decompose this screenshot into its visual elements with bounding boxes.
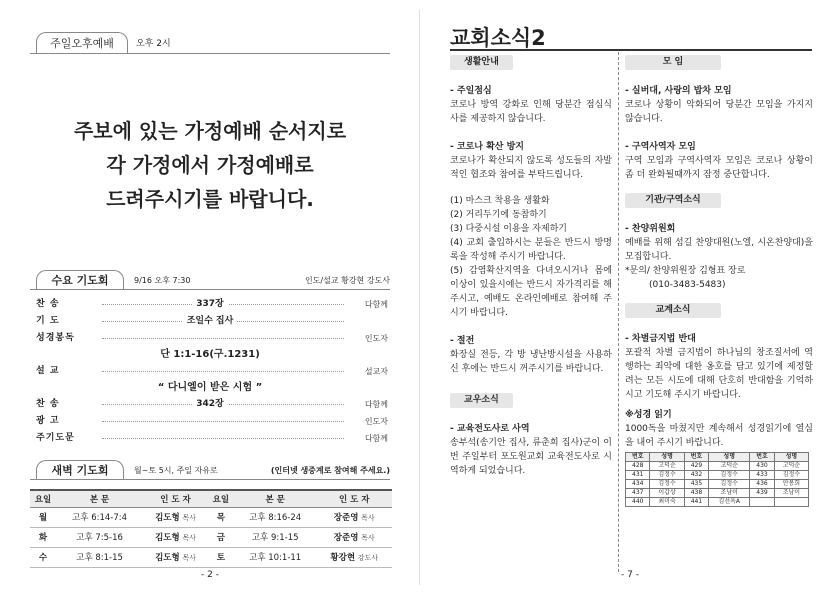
table-row (626, 471, 809, 480)
table-cell: 441 (684, 498, 708, 507)
item-body: 화장실 전등, 각 방 냉난방시설을 사용하신 후에는 반드시 꺼주시기를 바랍니다. (450, 350, 612, 374)
item-body: 코로나가 확산되지 않도록 성도들의 자발적인 협조와 참여를 부탁드립니다. (450, 156, 612, 180)
message-line: 각 가정에서 가정예배로 (106, 153, 314, 177)
table-cell: 438 (684, 489, 708, 498)
family-worship-message (30, 114, 390, 216)
order-row (32, 413, 388, 430)
table-row (626, 480, 809, 489)
item-title: - 코로나 확산 방지 (450, 142, 524, 152)
dawn-note: (인터넷 생중계로 참여해 주세요.) (270, 466, 390, 475)
day-cell: 목 (208, 507, 234, 527)
item-body: 1000독을 마쳤지만 계속해서 성경읽기에 열심을 내어 주시기 바랍니다. (625, 424, 813, 448)
table-cell: 김선옥A (709, 498, 750, 507)
column-header: 요일 (208, 490, 234, 507)
passage-cell: 고후 9:1-15 (234, 527, 317, 547)
table-cell: 428 (626, 462, 650, 471)
item-title: - 실버대, 사랑의 밥차 모임 (625, 86, 732, 96)
item-title: ※성경 읽기 (625, 410, 672, 420)
column-header: 요일 (30, 490, 56, 507)
dotted-leader (102, 438, 344, 439)
order-right: 설교자 (364, 367, 388, 376)
column-header: 성명 (774, 453, 808, 462)
table-cell: 433 (750, 471, 774, 480)
news-column-right (625, 52, 813, 507)
table-cell: 437 (626, 489, 650, 498)
table-cell: 고덕순 (650, 462, 684, 471)
passage-cell: 고후 10:1-11 (234, 547, 317, 567)
table-row (626, 489, 809, 498)
item-body: 구역 모임과 구역사역자 모임은 코로나 상황이 좀 더 완화될때까지 잠정 중단합니다. (625, 156, 813, 180)
order-label: 주기도문 (36, 433, 75, 443)
section-label-life: 생활안내 (450, 55, 513, 70)
table-row (30, 547, 392, 567)
table-cell: 435 (684, 480, 708, 489)
right-page (420, 0, 840, 594)
item-body: 송부석(송기안 집사, 류춘희 집사)군이 이번 주일부터 포도원교회 교육전도사로 시역하게 되었습니다. (450, 438, 612, 476)
order-value: 337장 (32, 296, 388, 313)
order-right: 다함께 (364, 300, 388, 309)
item-body: 코로나 방역 강화로 인해 당분간 점심식사를 제공하지 않습니다. (450, 100, 612, 124)
item-title: - 차별금지법 반대 (625, 334, 696, 344)
header-time: 오후 2시 (136, 39, 171, 49)
item-contact: *문의/ 찬양위원장 김형표 장로 (625, 266, 746, 276)
table-cell: 김정수 (774, 471, 808, 480)
table-cell: 430 (750, 462, 774, 471)
news-column-left (450, 52, 612, 478)
list-item: (5) 감염확산지역을 다녀오시거나 몸에 이상이 있을시에는 반드시 자가격리를 해주시고, 예배도 온라인예배로 참여해 주시기 바랍니다. (450, 266, 612, 318)
header-title: 주일오후예배 (36, 32, 128, 54)
wednesday-time: 9/16 오후 7:30 (134, 276, 191, 285)
item-title: - 교육전도사로 사역 (450, 424, 530, 434)
order-row (32, 330, 388, 347)
table-cell: 고덕순 (709, 462, 750, 471)
page-number: - 7 - (621, 570, 639, 580)
table-cell (750, 498, 774, 507)
news-title: 교회소식2 (450, 26, 546, 50)
table-cell: 431 (626, 471, 650, 480)
table-cell: 고덕순 (774, 462, 808, 471)
table-cell: 김정수 (709, 480, 750, 489)
passage-cell: 고후 8:1-15 (56, 547, 143, 567)
item-title: - 찬양위원회 (625, 224, 676, 234)
column-header: 성명 (650, 453, 684, 462)
message-line: 드려주시기를 바랍니다. (106, 187, 314, 211)
leader-cell: 김도형 목사 (143, 507, 208, 527)
column-header: 성명 (709, 453, 750, 462)
wednesday-order (32, 296, 388, 447)
afternoon-service-header (30, 32, 390, 54)
column-divider (618, 52, 619, 572)
wednesday-header (30, 270, 390, 290)
passage-cell: 고후 7:5-16 (56, 527, 143, 547)
column-header: 번호 (750, 453, 774, 462)
order-right: 인도자 (364, 417, 388, 426)
section-label-church-news: 교계소식 (625, 303, 721, 318)
dawn-time: 월~토 5시, 주일 자유로 (134, 466, 218, 475)
table-cell: 김정수 (650, 480, 684, 489)
page-number: - 2 - (201, 570, 219, 580)
table-cell (774, 498, 808, 507)
table-cell: 432 (684, 471, 708, 480)
order-value: 342장 (32, 396, 388, 413)
order-label: 찬 송 (36, 399, 60, 409)
dotted-leader (102, 371, 344, 372)
column-header: 본 문 (56, 490, 143, 507)
table-cell: 이갑상 (650, 489, 684, 498)
leader-cell: 장준영 목사 (316, 507, 392, 527)
item-body: 예배를 위해 섬길 찬양대원(노엘, 시온찬양대)을 모집합니다. (625, 238, 813, 262)
leader-cell: 김도형 목사 (143, 527, 208, 547)
section-label-organization: 기관/구역소식 (625, 193, 721, 208)
scripture-reference: 단 1:1-16(구.1231) (160, 349, 260, 360)
item-title: - 절전 (450, 336, 475, 346)
order-label: 설 교 (36, 366, 60, 376)
item-body: 코로나 상황이 악화되어 당분간 모임을 가지지 않습니다. (625, 100, 813, 124)
wednesday-leader: 인도/설교 황강현 강도사 (304, 276, 390, 285)
title-rule (450, 49, 812, 51)
table-cell: 조남이 (709, 489, 750, 498)
column-header: 인 도 자 (143, 490, 208, 507)
order-label: 광 고 (36, 416, 60, 426)
table-cell: 안봉희 (774, 480, 808, 489)
dotted-leader (102, 338, 344, 339)
scripture-reference: “ 다니엘이 받은 시험 ” (157, 382, 263, 393)
bible-reading-table (625, 452, 809, 507)
day-cell: 금 (208, 527, 234, 547)
order-row (32, 430, 388, 447)
order-label: 찬 송 (36, 299, 60, 309)
leader-cell: 장준영 목사 (316, 527, 392, 547)
order-right: 인도자 (364, 334, 388, 343)
order-label: 성경봉독 (36, 333, 75, 343)
day-cell: 토 (208, 547, 234, 567)
item-body: 포괄적 차별 금지법이 하나님의 창조질서에 역행하는 죄악에 대한 옹호를 담고 있기에 제정할려는 모든 시도에 대해 단호히 반대함을 기억하시고 기도해 주시기 바랍니다. (625, 348, 813, 400)
dawn-header (30, 460, 390, 480)
leader-cell: 김도형 목사 (143, 547, 208, 567)
order-label: 기 도 (36, 316, 60, 326)
list-item: (3) 다중시설 이용을 자제하기 (450, 224, 567, 234)
order-row (32, 363, 388, 380)
table-row (30, 527, 392, 547)
table-cell: 김정수 (709, 471, 750, 480)
column-header: 본 문 (234, 490, 317, 507)
list-item: (2) 거리두기에 동참하기 (450, 210, 547, 220)
order-row (32, 313, 388, 330)
table-cell: 434 (626, 480, 650, 489)
column-header: 번호 (684, 453, 708, 462)
table-row (30, 507, 392, 527)
table-cell: 436 (750, 480, 774, 489)
table-cell: 김정수 (650, 471, 684, 480)
leader-cell: 황강현 강도사 (316, 547, 392, 567)
order-row (32, 296, 388, 313)
section-label-meeting: 모 임 (625, 55, 721, 70)
table-cell: 최미숙 (650, 498, 684, 507)
wednesday-title: 수요 기도회 (36, 270, 124, 290)
dawn-title: 새벽 기도회 (36, 460, 124, 480)
table-cell: 439 (750, 489, 774, 498)
item-phone: (010-3483-5483) (649, 280, 726, 290)
table-row (626, 498, 809, 507)
order-row (32, 396, 388, 413)
order-right: 다함께 (364, 434, 388, 443)
passage-cell: 고후 6:14-7:4 (56, 507, 143, 527)
order-value: 조일수 집사 (32, 313, 388, 330)
dotted-leader (102, 421, 344, 422)
item-title: - 구역사역자 모임 (625, 142, 696, 152)
list-item: (4) 교회 출입하시는 분들은 반드시 방명록을 작성해 주시기 바랍니다. (450, 238, 612, 262)
column-header: 번호 (626, 453, 650, 462)
day-cell: 화 (30, 527, 56, 547)
day-cell: 월 (30, 507, 56, 527)
dawn-schedule-table (30, 489, 392, 568)
table-cell: 조남이 (774, 489, 808, 498)
table-cell: 440 (626, 498, 650, 507)
order-right: 다함께 (364, 400, 388, 409)
table-cell: 429 (684, 462, 708, 471)
column-header: 인 도 자 (316, 490, 392, 507)
section-label-members: 교우소식 (450, 393, 513, 408)
message-line: 주보에 있는 가정예배 순서지로 (73, 119, 347, 143)
item-title: - 주일점심 (450, 86, 492, 96)
day-cell: 수 (30, 547, 56, 567)
list-item: (1) 마스크 착용을 생활화 (450, 196, 550, 206)
table-row (626, 462, 809, 471)
passage-cell: 고후 8:16-24 (234, 507, 317, 527)
